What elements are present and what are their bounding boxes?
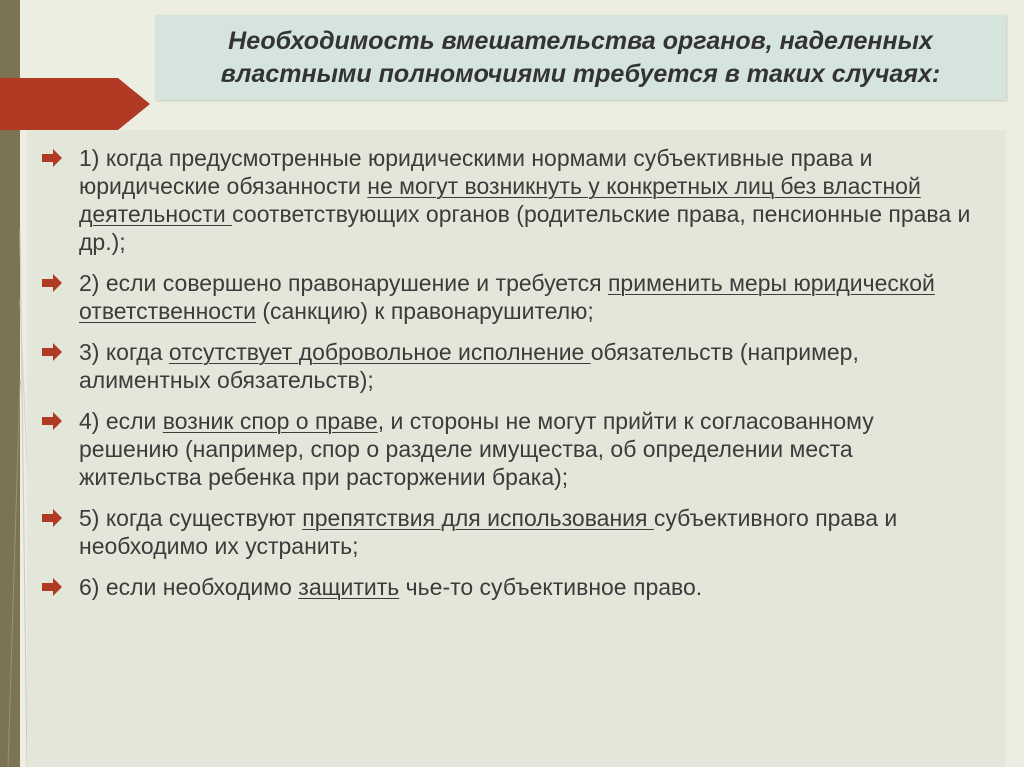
item-underlined-text: препятствия для использования (302, 505, 654, 531)
list-item-2 (39, 269, 976, 325)
list-item-1 (39, 144, 976, 256)
item-underlined-text: отсутствует добровольное исполнение (168, 339, 591, 365)
arrow-right-bullet-icon (41, 577, 63, 597)
page-title (201, 25, 960, 90)
item-text: обязательств (например, алиментных обязательств); (79, 339, 859, 393)
content-box (27, 130, 1006, 767)
item-text: 1) когда предусмотренные юридическими нормами субъективные права и юридические обязанности (79, 145, 873, 199)
item-underlined-text: защитить (298, 574, 400, 600)
list-item-5 (39, 504, 976, 560)
title-box (155, 15, 1006, 100)
item-underlined-text: возник спор о праве (162, 408, 378, 434)
title-line-2: властными полномочиями требуется в таких случаях: (220, 59, 941, 88)
arrow-right-bullet-icon (41, 508, 63, 528)
arrow-right-bullet-icon (41, 273, 63, 293)
arrow-right-bullet-icon (41, 411, 63, 431)
red-accent-tab (0, 78, 150, 130)
item-text: субъективного права и необходимо их устранить; (79, 505, 898, 559)
arrow-right-bullet-icon (41, 342, 63, 362)
item-text: (санкцию) к правонарушителю; (255, 298, 594, 324)
title-line-1: Необходимость вмешательства органов, наделенных (228, 27, 933, 55)
item-text: , и стороны не могут прийти к согласованному решению (например, спор о разделе имущества, об определении места жительства ребенка при расторжении брака); (79, 408, 874, 490)
arrow-right-bullet-icon (41, 148, 63, 168)
item-text: 4) если (79, 408, 163, 434)
item-underlined-text: не могут возникнуть у конкретных лиц без властной деятельности (79, 173, 921, 227)
item-text: соответствующих органов (родительские права, пенсионные права и др.); (79, 201, 971, 255)
item-text: чье-то субъективное право. (399, 574, 703, 600)
case-list (27, 130, 1006, 601)
item-text: 5) когда существуют (79, 505, 303, 531)
item-text: 6) если необходимо (79, 574, 299, 600)
item-text: 2) если совершено правонарушение и требуется (79, 270, 608, 296)
list-item-3 (39, 338, 976, 394)
list-item-4 (39, 407, 976, 491)
item-text: 3) когда (79, 339, 169, 365)
list-item-6 (39, 573, 976, 601)
item-underlined-text: применить меры юридической ответственности (79, 270, 935, 324)
